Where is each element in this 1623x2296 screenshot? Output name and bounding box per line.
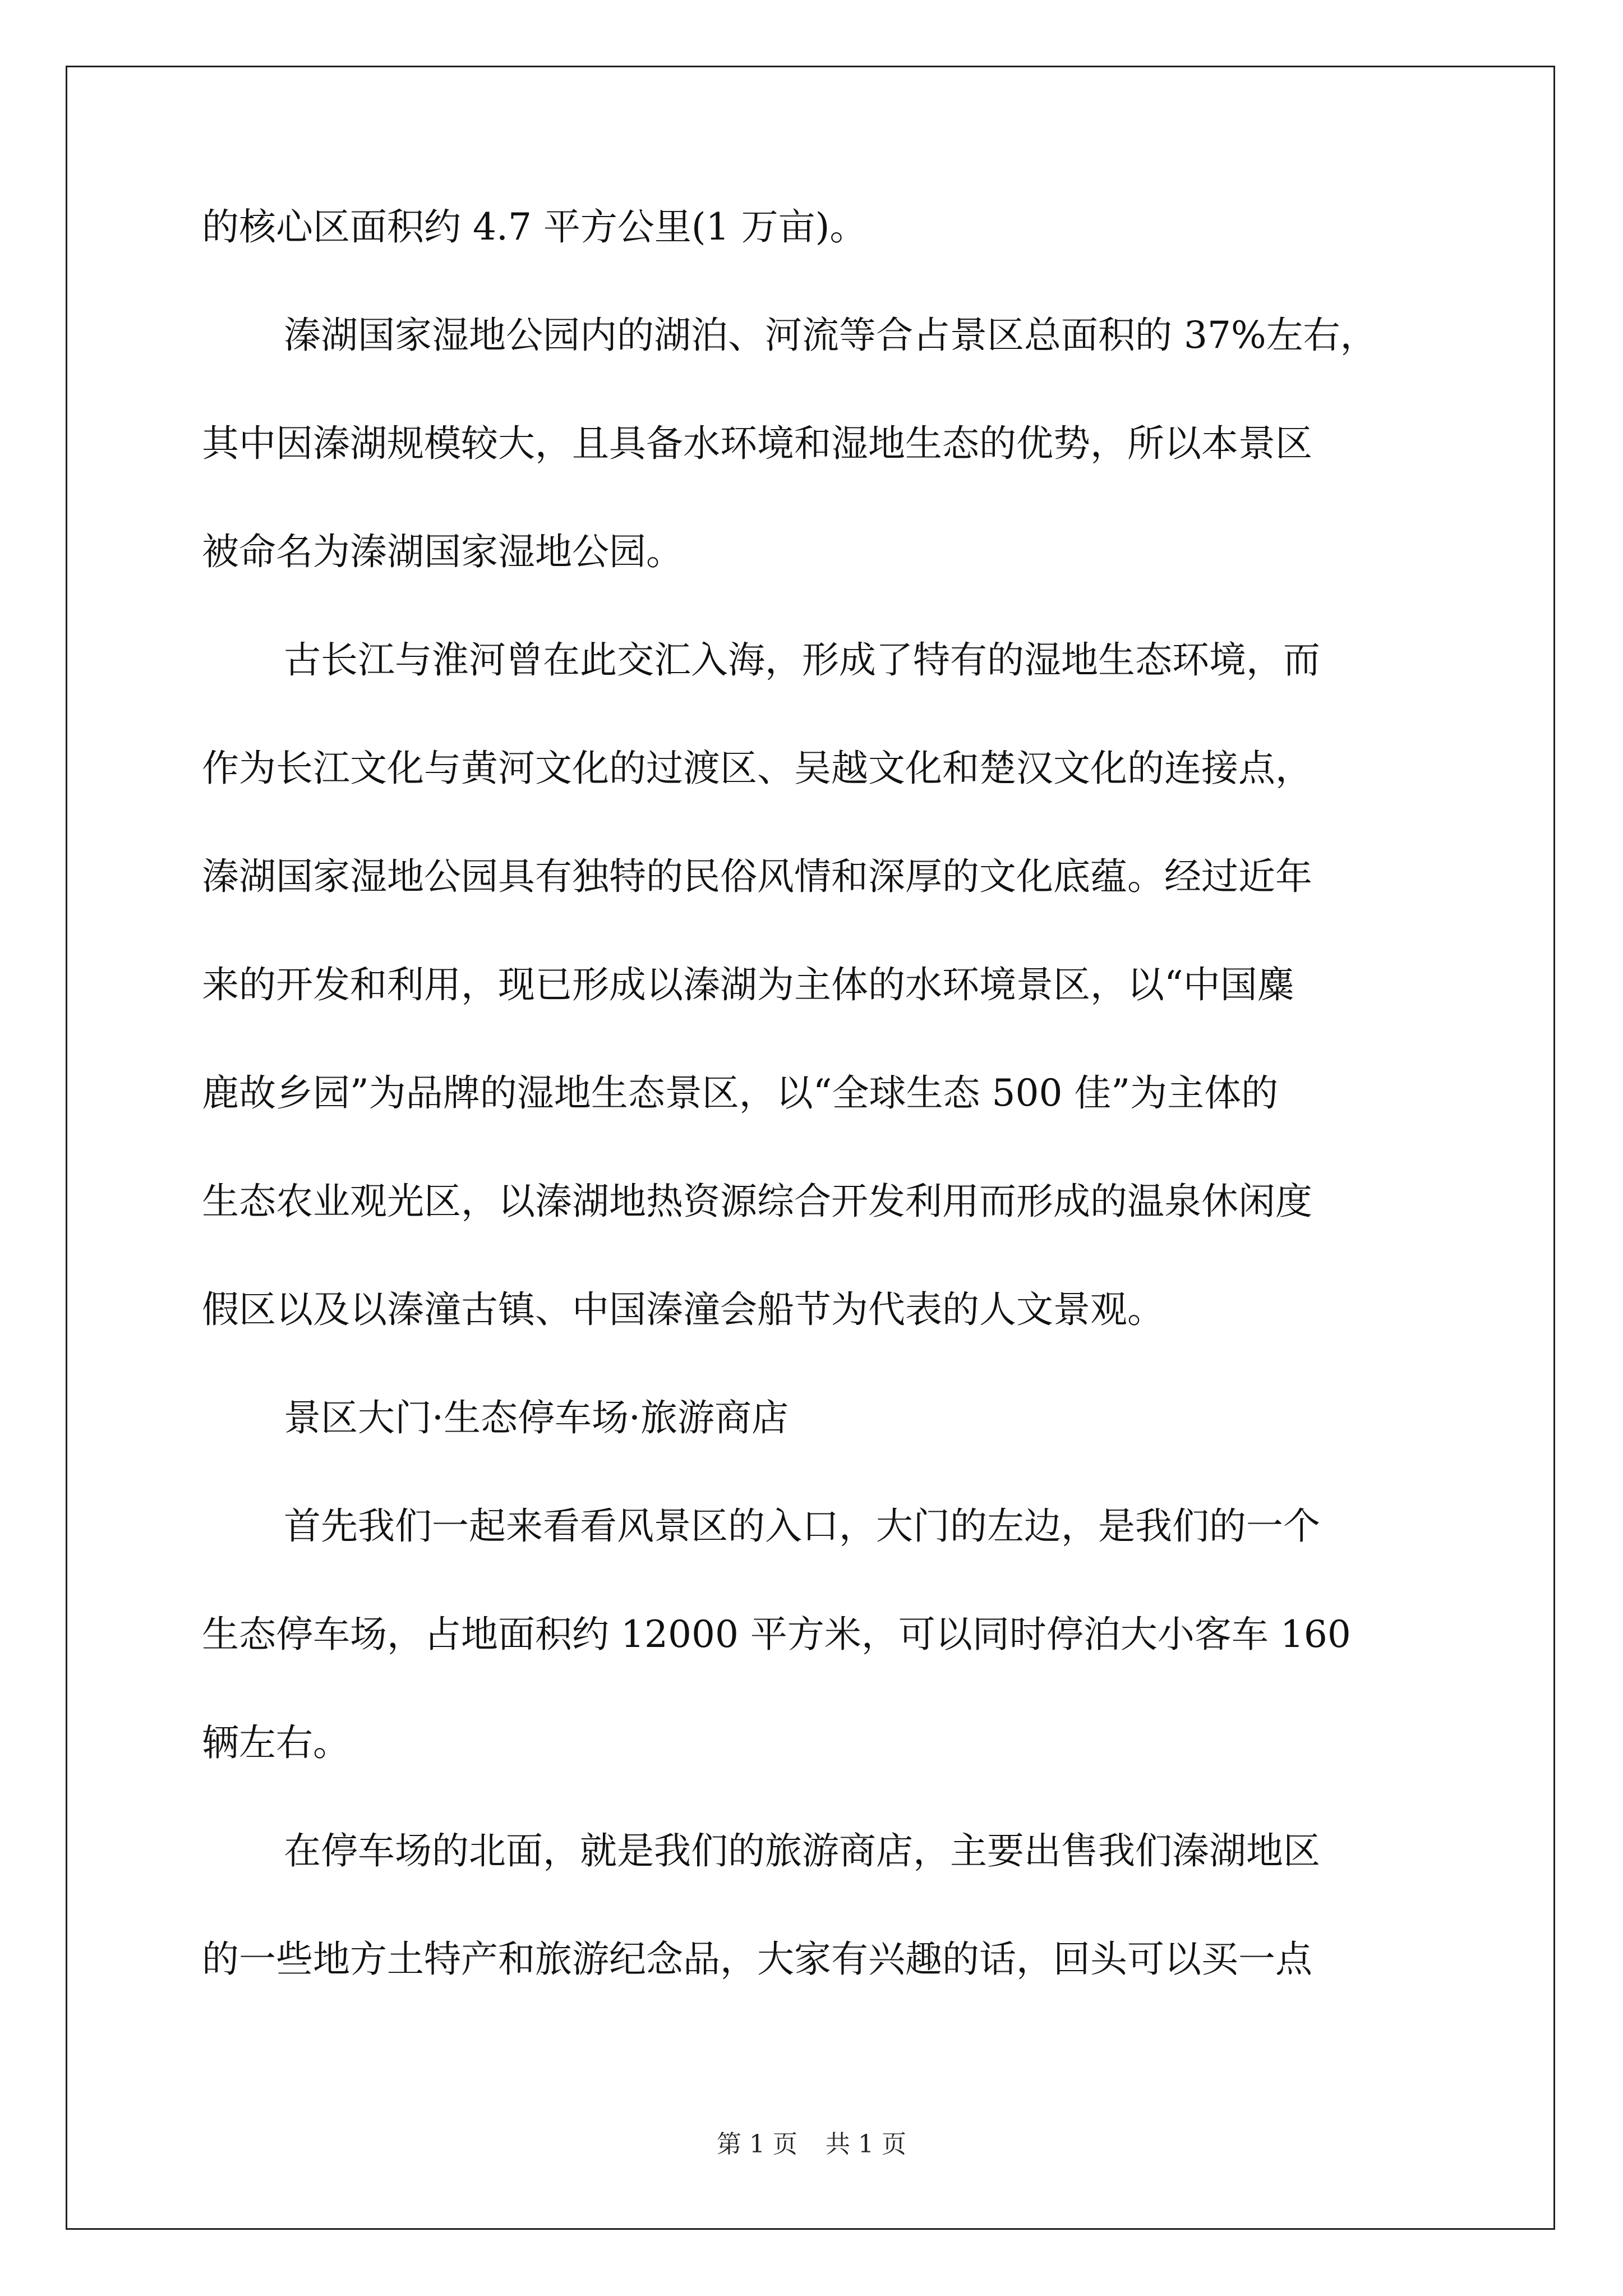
text-line-1: 的核心区面积约 4.7 平方公里(1 万亩)。: [202, 205, 867, 249]
page-total: 共 1 页: [826, 2130, 906, 2159]
document-body: [202, 205, 1447, 2049]
text-line-7: 溱湖国家湿地公园具有独特的民俗风情和深厚的文化底蕴。经过近年: [202, 855, 1312, 898]
text-line-17: 的一些地方土特产和旅游纪念品，大家有兴趣的话，回头可以买一点: [202, 1938, 1312, 1981]
text-line-2: 溱湖国家湿地公园内的湖泊、河流等合占景区总面积的 37%左右，: [284, 314, 1377, 357]
text-line-14: 生态停车场，占地面积约 12000 平方米，可以同时停泊大小客车 160: [202, 1613, 1351, 1656]
text-line-11: 假区以及以溱潼古镇、中国溱潼会船节为代表的人文景观。: [202, 1288, 1164, 1331]
text-line-8: 来的开发和利用，现已形成以溱湖为主体的水环境景区，以“中国麋: [202, 963, 1294, 1006]
text-line-16: 在停车场的北面，就是我们的旅游商店，主要出售我们溱湖地区: [284, 1829, 1320, 1872]
text-line-13: 首先我们一起来看看风景区的入口，大门的左边，是我们的一个: [284, 1504, 1320, 1548]
text-line-15: 辆左右。: [202, 1721, 350, 1764]
section-heading: 景区大门·生态停车场·旅游商店: [284, 1396, 789, 1439]
text-line-4: 被命名为溱湖国家湿地公园。: [202, 530, 683, 573]
text-line-3: 其中因溱湖规模较大，且具备水环境和湿地生态的优势，所以本景区: [202, 422, 1312, 465]
text-line-5: 古长江与淮河曾在此交汇入海，形成了特有的湿地生态环境，而: [284, 638, 1320, 682]
text-line-9: 鹿故乡园”为品牌的湿地生态景区，以“全球生态 500 佳”为主体的: [202, 1071, 1279, 1115]
page-footer: [0, 2124, 1623, 2160]
text-line-10: 生态农业观光区，以溱湖地热资源综合开发利用而形成的温泉休闲度: [202, 1180, 1312, 1223]
text-line-6: 作为长江文化与黄河文化的过渡区、吴越文化和楚汉文化的连接点，: [202, 747, 1312, 790]
page-number: 第 1 页: [717, 2130, 797, 2159]
